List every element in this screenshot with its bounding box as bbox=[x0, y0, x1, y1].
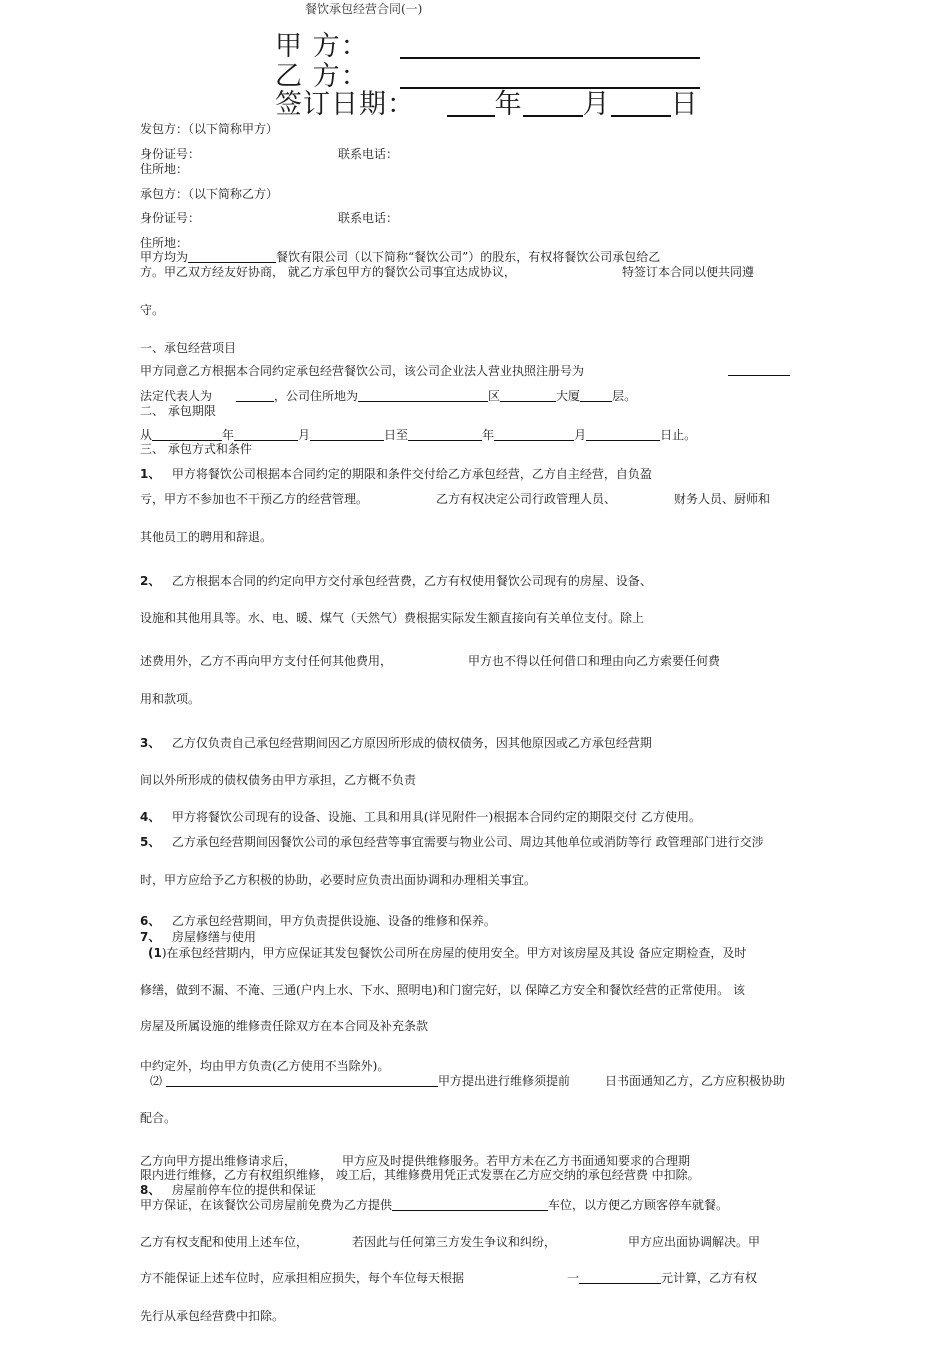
item-7-p2-line-1 bbox=[150, 1073, 570, 1089]
item-number: 8、 bbox=[140, 1183, 161, 1197]
intro-line-1 bbox=[140, 249, 660, 265]
item-number: 2、 bbox=[140, 574, 161, 588]
legal-rep-blank[interactable] bbox=[236, 389, 274, 402]
month-label: 月 bbox=[298, 428, 311, 442]
section-1-line-1: 甲方同意乙方根据本合同约定承包经营餐饮公司，该公司企业法人营业执照注册号为 bbox=[140, 364, 585, 378]
party-a-label: 甲 方： bbox=[275, 31, 369, 62]
sign-day-blank[interactable] bbox=[611, 89, 671, 117]
item-8-line-2a: 乙方有权支配和使用上述车位， bbox=[140, 1235, 309, 1249]
item-1-line-2b: 乙方有权决定公司行政管理人员、 bbox=[436, 492, 617, 506]
legal-rep-label: 法定代表人为 bbox=[140, 389, 213, 403]
item-6-line-1 bbox=[140, 913, 496, 929]
end-month-blank[interactable] bbox=[494, 428, 574, 441]
clause-text: 车位，以方便乙方顾客停车就餐。 bbox=[548, 1198, 729, 1212]
address-blank[interactable] bbox=[358, 389, 488, 402]
item-number: 4、 bbox=[140, 810, 161, 824]
item-2-line-4: 用和款项。 bbox=[140, 692, 201, 706]
document-header: 餐饮承包经营合同(一) bbox=[305, 2, 423, 16]
sign-date-label: 签订日期： bbox=[275, 89, 415, 120]
party-b-label: 乙 方： bbox=[275, 61, 369, 92]
item-7-p3-line-1b: 甲方应及时提供维修服务。若甲方未在乙方书面通知要求的合理期 bbox=[342, 1154, 691, 1168]
item-7-p1-line-3: 房屋及所属设施的维修责任除双方在本合同及补充条款 bbox=[140, 1019, 429, 1033]
item-7-p3-line-2: 限内进行维修，乙方有权组织维修， 竣工后，其维修费用凭正式发票在乙方应交纳的承包经营费 中扣除。 bbox=[140, 1168, 700, 1182]
item-number: 5、 bbox=[140, 835, 161, 849]
item-1-line-2c: 财务人员、厨师和 bbox=[674, 492, 771, 506]
sign-month-label: 月 bbox=[582, 89, 611, 120]
year-label: 年 bbox=[222, 428, 235, 442]
item-text: 房屋修缮与使用 bbox=[171, 930, 256, 944]
item-text: 甲方将餐饮公司现有的设备、设施、工具和用具(详见附件一)根据本合同约定的期限交付 乙方使用。 bbox=[171, 810, 701, 824]
parking-count-blank[interactable] bbox=[392, 1198, 548, 1211]
item-text: 乙方仅负责自己承包经营期间因乙方原因所形成的债权债务，因其他原因或乙方承包经营期 bbox=[171, 736, 652, 750]
party-a-line bbox=[275, 30, 700, 64]
section-1-line-2 bbox=[140, 388, 636, 404]
phone-b-label: 联系电话： bbox=[338, 211, 399, 225]
intro-text: 餐饮有限公司（以下简称“餐饮公司”）的股东，有权将餐饮公司承包给乙 bbox=[276, 250, 661, 264]
item-7-p3-line-1a: 乙方向甲方提出维修请求后， bbox=[140, 1154, 297, 1168]
item-8-line-1 bbox=[140, 1197, 728, 1213]
contractor-b-label: 承包方：（以下简称乙方） bbox=[140, 187, 279, 201]
item-7-p1-line-1 bbox=[148, 945, 746, 961]
address-text: ，公司住所地为 bbox=[274, 389, 359, 403]
repair-notice-blank[interactable] bbox=[166, 1074, 438, 1087]
day-to-label: 日至 bbox=[384, 428, 409, 442]
item-number: 3、 bbox=[140, 736, 161, 750]
item-8-line-2b: 若因此与任何第三方发生争议和纠纷， bbox=[352, 1235, 557, 1249]
item-7-p1-line-2: 修缮，做到不漏、不淹、三通(户内上水、下水、照明电)和门窗完好，以 保障乙方安全和餐饮经营的正常使用。 该 bbox=[140, 983, 745, 997]
item-number: 7、 bbox=[140, 930, 161, 944]
floor-blank[interactable] bbox=[580, 389, 612, 402]
section-1-title: 一、承包经营项目 bbox=[140, 341, 237, 355]
address-b-label: 住所地： bbox=[140, 236, 189, 250]
end-day-blank[interactable] bbox=[586, 428, 660, 441]
item-3-line-1 bbox=[140, 735, 652, 751]
intro-line-2b: 特签订本合同以便共同遵 bbox=[622, 265, 755, 279]
id-no-label: 身份证号： bbox=[140, 147, 201, 161]
item-1-line-3: 其他员工的聘用和辞退。 bbox=[140, 530, 273, 544]
item-5-line-1 bbox=[140, 834, 764, 850]
item-8-line-3b bbox=[567, 1270, 757, 1286]
start-year-blank[interactable] bbox=[152, 428, 222, 441]
item-7-p2-line-1b: 日书面通知乙方，乙方应积极协助 bbox=[605, 1074, 786, 1088]
item-8-line-3a: 方不能保证上述车位时，应承担相应损失，每个车位每天根据 bbox=[140, 1271, 465, 1285]
district-label: 区 bbox=[488, 389, 501, 403]
item-8-line-4: 先行从承包经营费中扣除。 bbox=[140, 1309, 285, 1323]
item-7-p1-line-4: 中约定外，均由甲方负责(乙方使用不当除外)。 bbox=[140, 1059, 390, 1073]
clause-text: )在承包经营期内，甲方应保证其发包餐饮公司所在房屋的使用安全。甲方对该房屋及其设 备应定期检查，及时 bbox=[161, 946, 747, 960]
item-text: 乙方根据本合同的约定向甲方交付承包经营费，乙方有权使用餐饮公司现有的房屋、设备、 bbox=[171, 574, 652, 588]
address-label: 住所地： bbox=[140, 162, 189, 176]
item-3-line-2: 间以外所形成的债权债务由甲方承担，乙方概不负责 bbox=[140, 773, 417, 787]
item-text: 房屋前停车位的提供和保证 bbox=[171, 1183, 316, 1197]
sign-year-label: 年 bbox=[494, 89, 523, 120]
item-8-line-2c: 甲方应出面协调解决。甲 bbox=[628, 1235, 761, 1249]
item-number: 1、 bbox=[140, 467, 161, 481]
item-4-line-1 bbox=[140, 809, 701, 825]
clause-text: 元计算，乙方有权 bbox=[661, 1271, 758, 1285]
item-number: 6、 bbox=[140, 914, 161, 928]
from-label: 从 bbox=[140, 428, 153, 442]
section-3-title: 三、 承包方式和条件 bbox=[140, 442, 252, 456]
item-2-line-3a: 述费用外，乙方不再向甲方支付任何其他费用， bbox=[140, 654, 393, 668]
company-name-blank[interactable] bbox=[188, 250, 276, 263]
day-end-label: 日止。 bbox=[660, 428, 697, 442]
sign-year-blank[interactable] bbox=[447, 89, 495, 117]
contractor-a-label: 发包方：（以下简称甲方） bbox=[140, 122, 279, 136]
item-1-line-1 bbox=[140, 466, 652, 482]
item-text: 乙方承包经营期间，甲方负责提供设施、设备的维修和保养。 bbox=[171, 914, 496, 928]
item-5-line-2: 时，甲方应给予乙方积极的协助，必要时应负责出面协调和办理相关事宜。 bbox=[140, 873, 537, 887]
item-text: 乙方承包经营期间因餐饮公司的承包经营等事宜需要与物业公司、周边其他单位或消防等行 政管理部门进行交涉 bbox=[171, 835, 764, 849]
item-2-line-2: 设施和其他用具等。水、电、暖、煤气（天然气）费根据实际发生额直接向有关单位支付。除上 bbox=[140, 611, 645, 625]
section-2-title: 二、 承包期限 bbox=[140, 404, 216, 418]
intro-text: 甲方均为 bbox=[140, 250, 189, 264]
item-2-line-1 bbox=[140, 573, 652, 589]
item-8-title bbox=[140, 1182, 316, 1198]
month-label: 月 bbox=[574, 428, 587, 442]
intro-line-2a: 方。甲乙双方经友好协商， 就乙方承包甲方的餐饮公司事宜达成协议， bbox=[140, 265, 516, 279]
clause-number: (1 bbox=[148, 946, 162, 960]
district-blank[interactable] bbox=[500, 389, 556, 402]
sign-month-blank[interactable] bbox=[523, 89, 583, 117]
clause-number: ⑵ bbox=[150, 1074, 163, 1088]
phone-label: 联系电话： bbox=[338, 147, 399, 161]
building-label: 大厦 bbox=[556, 389, 581, 403]
sign-date-line bbox=[275, 88, 699, 122]
end-year-blank[interactable] bbox=[408, 428, 482, 441]
intro-line-3: 守。 bbox=[140, 303, 165, 317]
start-day-blank[interactable] bbox=[310, 428, 384, 441]
sign-day-label: 日 bbox=[670, 89, 699, 120]
floor-label: 层。 bbox=[612, 389, 637, 403]
party-b-blank[interactable] bbox=[400, 61, 700, 89]
compensation-blank[interactable] bbox=[579, 1271, 661, 1284]
party-a-blank[interactable] bbox=[400, 31, 700, 59]
item-2-line-3b: 甲方也不得以任何借口和理由向乙方索要任何费 bbox=[468, 654, 721, 668]
item-1-line-2a: 亏，甲方不参加也不干预乙方的经营管理。 bbox=[140, 492, 369, 506]
registration-no-blank[interactable] bbox=[728, 363, 790, 376]
clause-text: 一 bbox=[567, 1271, 580, 1285]
item-7-p2-line-2: 配合。 bbox=[140, 1111, 177, 1125]
clause-text: 甲方保证，在该餐饮公司房屋前免费为乙方提供 bbox=[140, 1198, 393, 1212]
start-month-blank[interactable] bbox=[234, 428, 298, 441]
item-7-title bbox=[140, 929, 256, 945]
year-label: 年 bbox=[482, 428, 495, 442]
clause-text: 甲方提出进行维修须提前 bbox=[438, 1074, 571, 1088]
id-no-b-label: 身份证号： bbox=[140, 211, 201, 225]
item-text: 甲方将餐饮公司根据本合同约定的期限和条件交付给乙方承包经营，乙方自主经营，自负盈 bbox=[171, 467, 652, 481]
